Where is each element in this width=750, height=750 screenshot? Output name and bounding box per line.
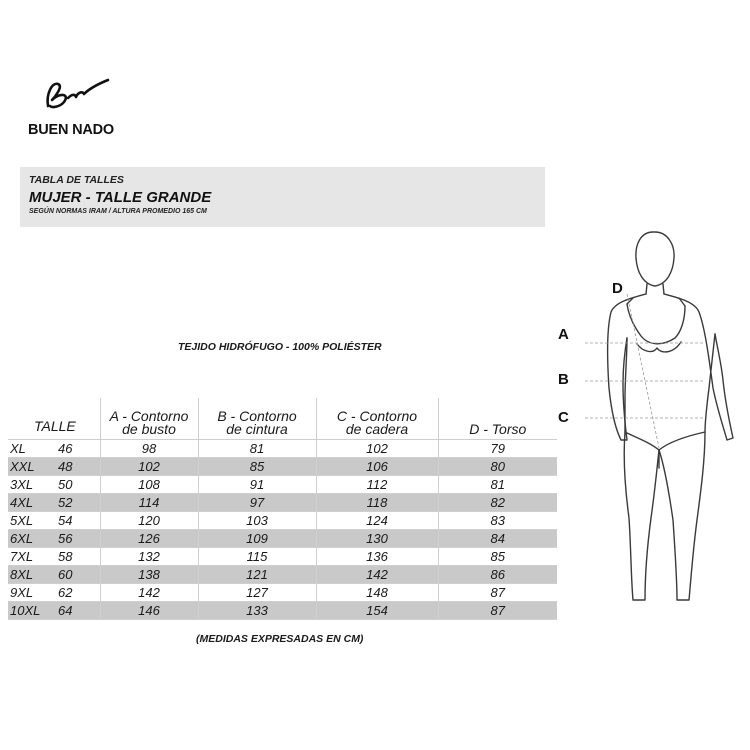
size-label: 5XL bbox=[10, 513, 34, 528]
size-number: 52 bbox=[58, 495, 73, 510]
table-label: TABLA DE TALLES bbox=[29, 174, 124, 186]
label-d: D bbox=[612, 280, 623, 297]
torso-cell: 84 bbox=[438, 530, 557, 548]
label-a: A bbox=[558, 326, 569, 343]
page-subtitle: SEGÚN NORMAS IRAM / ALTURA PROMEDIO 165 CM bbox=[29, 208, 207, 215]
measure-line-torso bbox=[627, 294, 659, 448]
torso-cell: 79 bbox=[438, 440, 557, 458]
brand-name: BUEN NADO bbox=[28, 122, 115, 138]
page-title: MUJER - TALLE GRANDE bbox=[29, 189, 212, 206]
hip-cell: 124 bbox=[316, 512, 438, 530]
body-figure bbox=[558, 228, 750, 618]
torso-cell: 85 bbox=[438, 548, 557, 566]
waist-cell: 115 bbox=[198, 548, 316, 566]
header-bust-line1: A - Contorno bbox=[109, 408, 189, 424]
bust-cell: 102 bbox=[100, 458, 198, 476]
torso-cell: 83 bbox=[438, 512, 557, 530]
hip-cell: 142 bbox=[316, 566, 438, 584]
table-row bbox=[8, 494, 557, 512]
size-table bbox=[8, 398, 557, 620]
size-label: 3XL bbox=[10, 477, 34, 492]
table-row bbox=[8, 512, 557, 530]
size-label: XXL bbox=[10, 459, 35, 474]
bust-cell: 146 bbox=[100, 602, 198, 620]
head-outline bbox=[636, 232, 674, 286]
size-label: 7XL bbox=[10, 549, 34, 564]
size-number: 56 bbox=[58, 531, 73, 546]
header-hip bbox=[316, 398, 438, 440]
hip-cell: 130 bbox=[316, 530, 438, 548]
size-label: 4XL bbox=[10, 495, 34, 510]
waist-cell: 91 bbox=[198, 476, 316, 494]
swimsuit-top bbox=[627, 304, 685, 344]
bust-cell: 138 bbox=[100, 566, 198, 584]
size-cell bbox=[8, 494, 100, 512]
size-number: 62 bbox=[58, 585, 73, 600]
bust-cell: 120 bbox=[100, 512, 198, 530]
header-waist-line1: B - Contorno bbox=[217, 408, 297, 424]
right-leg-outline bbox=[659, 432, 705, 600]
hip-cell: 154 bbox=[316, 602, 438, 620]
table-row bbox=[8, 530, 557, 548]
bust-cell: 126 bbox=[100, 530, 198, 548]
size-number: 60 bbox=[58, 567, 73, 582]
header-hip-line1: C - Contorno bbox=[336, 408, 418, 424]
bust-cell: 108 bbox=[100, 476, 198, 494]
bust-cell: 114 bbox=[100, 494, 198, 512]
size-number: 64 bbox=[58, 603, 73, 618]
fabric-caption: TEJIDO HIDRÓFUGO - 100% POLIÉSTER bbox=[178, 341, 382, 353]
waist-cell: 127 bbox=[198, 584, 316, 602]
size-label: 8XL bbox=[10, 567, 34, 582]
header-talle: TALLE bbox=[8, 398, 100, 440]
header-waist bbox=[198, 398, 316, 440]
header-hip-line2: de cadera bbox=[345, 421, 409, 437]
waist-cell: 81 bbox=[198, 440, 316, 458]
size-number: 46 bbox=[58, 441, 73, 456]
brand-logo-mark bbox=[42, 76, 114, 116]
label-b: B bbox=[558, 371, 569, 388]
hip-cell: 102 bbox=[316, 440, 438, 458]
size-cell bbox=[8, 458, 100, 476]
bust-cell: 132 bbox=[100, 548, 198, 566]
size-number: 48 bbox=[58, 459, 73, 474]
waist-cell: 109 bbox=[198, 530, 316, 548]
bust-cell: 98 bbox=[100, 440, 198, 458]
body-outline bbox=[585, 228, 750, 618]
size-cell bbox=[8, 440, 100, 458]
size-cell bbox=[8, 602, 100, 620]
torso-right-outline bbox=[705, 334, 715, 432]
label-c: C bbox=[558, 409, 569, 426]
waist-cell: 85 bbox=[198, 458, 316, 476]
header-bust bbox=[100, 398, 198, 440]
waist-cell: 103 bbox=[198, 512, 316, 530]
table-row bbox=[8, 440, 557, 458]
torso-cell: 86 bbox=[438, 566, 557, 584]
left-leg-outline bbox=[624, 432, 659, 600]
size-cell bbox=[8, 530, 100, 548]
size-cell bbox=[8, 584, 100, 602]
units-note: (MEDIDAS EXPRESADAS EN CM) bbox=[196, 633, 364, 645]
size-number: 50 bbox=[58, 477, 73, 492]
title-block bbox=[20, 167, 545, 227]
bust-cell: 142 bbox=[100, 584, 198, 602]
right-arm-outline bbox=[664, 294, 733, 440]
torso-cell: 80 bbox=[438, 458, 557, 476]
table-row bbox=[8, 602, 557, 620]
table-row bbox=[8, 548, 557, 566]
size-cell bbox=[8, 566, 100, 584]
header-torso: D - Torso bbox=[438, 398, 557, 440]
header-bust-line2: de busto bbox=[122, 421, 176, 437]
swimsuit-bottom bbox=[625, 432, 705, 450]
size-label: 6XL bbox=[10, 531, 34, 546]
hip-cell: 112 bbox=[316, 476, 438, 494]
table-row bbox=[8, 476, 557, 494]
size-number: 58 bbox=[58, 549, 73, 564]
torso-cell: 87 bbox=[438, 602, 557, 620]
hip-cell: 106 bbox=[316, 458, 438, 476]
torso-cell: 82 bbox=[438, 494, 557, 512]
size-label: 10XL bbox=[10, 603, 41, 618]
waist-cell: 97 bbox=[198, 494, 316, 512]
waist-cell: 133 bbox=[198, 602, 316, 620]
waist-cell: 121 bbox=[198, 566, 316, 584]
brand-logo bbox=[28, 76, 138, 146]
size-cell bbox=[8, 476, 100, 494]
swimsuit-straps bbox=[627, 298, 685, 306]
table-row bbox=[8, 458, 557, 476]
table-row bbox=[8, 584, 557, 602]
size-cell bbox=[8, 548, 100, 566]
size-number: 54 bbox=[58, 513, 73, 528]
size-label: XL bbox=[10, 441, 26, 456]
torso-cell: 87 bbox=[438, 584, 557, 602]
torso-cell: 81 bbox=[438, 476, 557, 494]
hip-cell: 136 bbox=[316, 548, 438, 566]
table-row bbox=[8, 566, 557, 584]
size-label: 9XL bbox=[10, 585, 34, 600]
hip-cell: 118 bbox=[316, 494, 438, 512]
table-header-row bbox=[8, 398, 557, 440]
header-waist-line2: de cintura bbox=[226, 421, 288, 437]
size-cell bbox=[8, 512, 100, 530]
hip-cell: 148 bbox=[316, 584, 438, 602]
